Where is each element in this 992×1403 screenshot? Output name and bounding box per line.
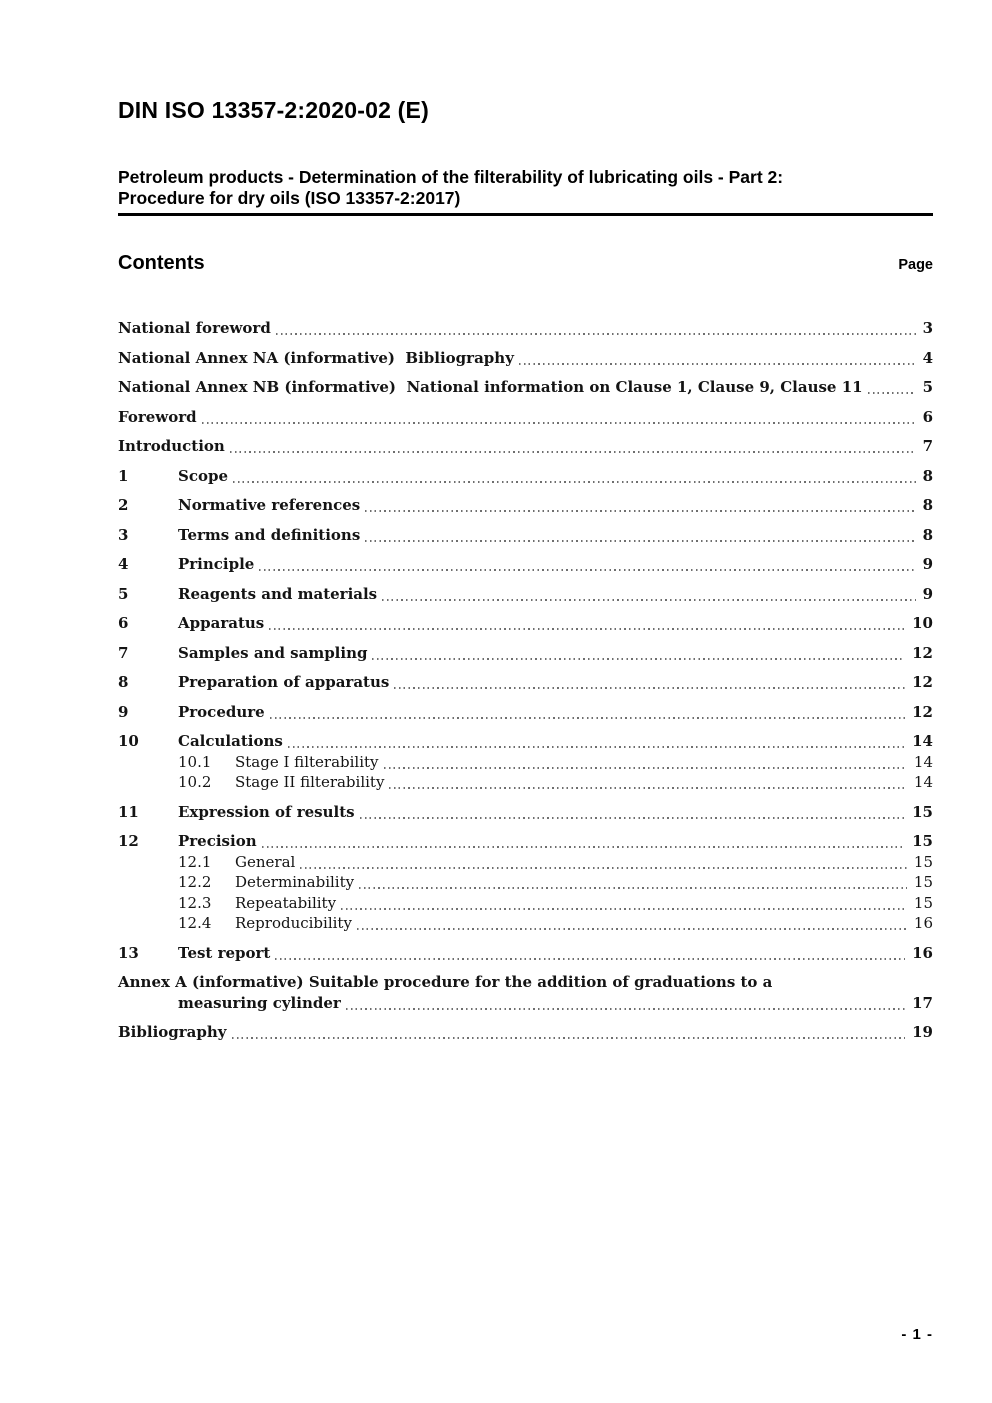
toc-entry <box>118 853 933 872</box>
toc-entry-number: 1 <box>118 466 129 485</box>
toc-entry <box>118 437 933 456</box>
toc-entry-number: 12.1 <box>178 852 212 871</box>
toc-entry-label: National Annex NB (informative) National information on Clause 1, Clause 9, Clause 11 <box>118 378 863 396</box>
toc-entry <box>118 496 933 515</box>
toc-entry-number: 12.3 <box>178 893 212 912</box>
toc-entry <box>118 319 933 338</box>
toc-entry <box>118 614 933 633</box>
toc-entry-label: measuring cylinder <box>178 993 341 1012</box>
dot-leader <box>259 569 915 571</box>
toc-entry <box>118 1023 933 1042</box>
toc-entry <box>118 703 933 722</box>
toc-entry-number: 2 <box>118 496 129 514</box>
toc-entry-label: Foreword <box>118 407 197 426</box>
toc-page-number: 12 <box>912 702 933 721</box>
toc-page-number: 10 <box>912 614 933 632</box>
dot-leader <box>300 867 907 869</box>
toc-entry-number: 12.4 <box>178 914 212 932</box>
toc-page-number: 15 <box>913 873 933 891</box>
dot-leader <box>357 928 907 930</box>
toc-page-number: 9 <box>922 555 933 573</box>
toc-page-number: 15 <box>912 832 933 850</box>
toc-page-number: 3 <box>922 319 933 337</box>
document-title-line1: Petroleum products - Determination of the filterability of lubricating oils - Part 2: <box>118 167 784 187</box>
dot-leader <box>230 451 916 453</box>
toc-entry-label: Samples and sampling <box>178 643 368 662</box>
toc-entry-continuation <box>118 994 933 1013</box>
toc-entry-label: National foreword <box>118 319 271 337</box>
standard-number: DIN ISO 13357-2:2020-02 (E) <box>118 97 429 123</box>
toc-page-number: 6 <box>922 407 933 426</box>
toc-entry <box>118 803 933 822</box>
page-column-label: Page <box>898 257 933 273</box>
toc-entry-number: 12 <box>118 832 139 850</box>
dot-leader <box>232 1037 906 1039</box>
toc-entry-label: Introduction <box>118 437 225 455</box>
dot-leader <box>233 481 916 483</box>
toc-entry-label: Precision <box>178 832 257 850</box>
dot-leader <box>288 746 905 748</box>
toc-page-number: 15 <box>913 893 933 912</box>
toc-entry <box>118 914 933 933</box>
toc-entry <box>118 753 933 772</box>
toc-page-number: 7 <box>922 437 933 455</box>
toc-entry-label: General <box>235 852 296 871</box>
toc-entry-label: Apparatus <box>178 614 265 632</box>
dot-leader <box>275 958 905 960</box>
toc-entry <box>118 526 933 545</box>
dot-leader <box>519 363 916 365</box>
toc-page-number: 19 <box>912 1023 933 1041</box>
dot-leader <box>346 1008 905 1010</box>
toc-entry-number: 6 <box>118 614 129 632</box>
dot-leader <box>276 333 916 335</box>
toc-entry <box>118 944 933 963</box>
toc-page-number: 4 <box>922 348 933 367</box>
toc-entry <box>118 894 933 913</box>
toc-entry-label: Stage II filterability <box>235 773 385 791</box>
toc-entry-label: Reagents and materials <box>178 584 378 603</box>
toc-entry <box>118 673 933 692</box>
toc-entry <box>118 349 933 368</box>
dot-leader <box>341 908 907 910</box>
toc-page-number: 15 <box>913 852 933 871</box>
dot-leader <box>262 846 906 848</box>
toc-entry-number: 9 <box>118 702 129 721</box>
toc-entry <box>118 585 933 604</box>
toc-list <box>118 319 933 1042</box>
toc-page-number: 14 <box>913 773 933 791</box>
toc-entry <box>118 467 933 486</box>
toc-entry <box>118 555 933 574</box>
toc-entry-label: Calculations <box>178 732 283 750</box>
toc-entry-label: Principle <box>178 555 255 573</box>
toc-entry-label: Test report <box>178 943 271 962</box>
toc-entry-number: 7 <box>118 643 129 662</box>
toc-entry-number: 12.2 <box>178 873 212 891</box>
toc-entry <box>118 973 933 992</box>
toc-entry-number: 3 <box>118 525 129 544</box>
toc-entry-label: Annex A (informative) Suitable procedure for the addition of graduations to a <box>118 973 773 991</box>
toc-entry <box>118 408 933 427</box>
toc-entry <box>118 832 933 851</box>
dot-leader <box>269 628 905 630</box>
dot-leader <box>389 787 906 789</box>
toc-page-number: 8 <box>922 466 933 485</box>
toc-entry-number: 13 <box>118 943 139 962</box>
dot-leader <box>360 817 906 819</box>
toc-page-number: 5 <box>922 378 933 396</box>
toc-entry-label: Bibliography <box>118 1023 227 1041</box>
dot-leader <box>372 658 905 660</box>
dot-leader <box>359 887 907 889</box>
dot-leader <box>270 717 905 719</box>
document-title <box>118 167 933 216</box>
toc-page-number: 15 <box>912 802 933 821</box>
toc-page-number: 14 <box>912 732 933 750</box>
toc-entry <box>118 378 933 397</box>
dot-leader <box>365 540 915 542</box>
document-title-line2: Procedure for dry oils (ISO 13357-2:2017) <box>118 188 461 208</box>
footer-page-number: - 1 - <box>901 1326 933 1343</box>
toc-page-number: 14 <box>913 752 933 771</box>
toc-page-number: 17 <box>912 993 933 1012</box>
toc-entry-label: Stage I filterability <box>235 752 379 771</box>
toc-entry-label: Normative references <box>178 496 361 514</box>
toc-entry-label: Expression of results <box>178 802 355 821</box>
toc-entry <box>118 873 933 892</box>
toc-entry-label: Reproducibility <box>235 914 352 932</box>
toc-entry-label: Terms and definitions <box>178 525 361 544</box>
dot-leader <box>365 510 915 512</box>
toc-page-number: 16 <box>913 914 933 932</box>
dot-leader <box>394 687 905 689</box>
toc-entry-label: Scope <box>178 466 229 485</box>
toc-entry <box>118 773 933 792</box>
toc-page-number: 9 <box>922 584 933 603</box>
dot-leader <box>384 767 907 769</box>
toc-entry-label: Repeatability <box>235 893 337 912</box>
toc-page-number: 12 <box>912 673 933 691</box>
toc-entry-label: Procedure <box>178 702 265 721</box>
toc-page-number: 8 <box>922 496 933 514</box>
toc-entry-number: 4 <box>118 555 129 573</box>
dot-leader <box>868 392 916 394</box>
toc-entry-label: National Annex NA (informative) Bibliography <box>118 348 514 367</box>
contents-header-row <box>118 252 933 275</box>
toc-entry <box>118 732 933 751</box>
toc-entry-number: 8 <box>118 673 129 691</box>
toc-page-number: 8 <box>922 525 933 544</box>
toc-entry-number: 10.1 <box>178 752 212 771</box>
dot-leader <box>382 599 915 601</box>
dot-leader <box>202 422 916 424</box>
toc-entry-label: Determinability <box>235 873 355 891</box>
toc-entry-number: 5 <box>118 584 129 603</box>
contents-heading: Contents <box>118 252 205 274</box>
toc-page-number: 16 <box>912 943 933 962</box>
toc-entry-number: 10.2 <box>178 773 212 791</box>
toc-entry <box>118 644 933 663</box>
toc-entry-number: 11 <box>118 802 139 821</box>
toc-page-number: 12 <box>912 643 933 662</box>
toc-entry-number: 10 <box>118 732 139 750</box>
toc-entry-label: Preparation of apparatus <box>178 673 390 691</box>
